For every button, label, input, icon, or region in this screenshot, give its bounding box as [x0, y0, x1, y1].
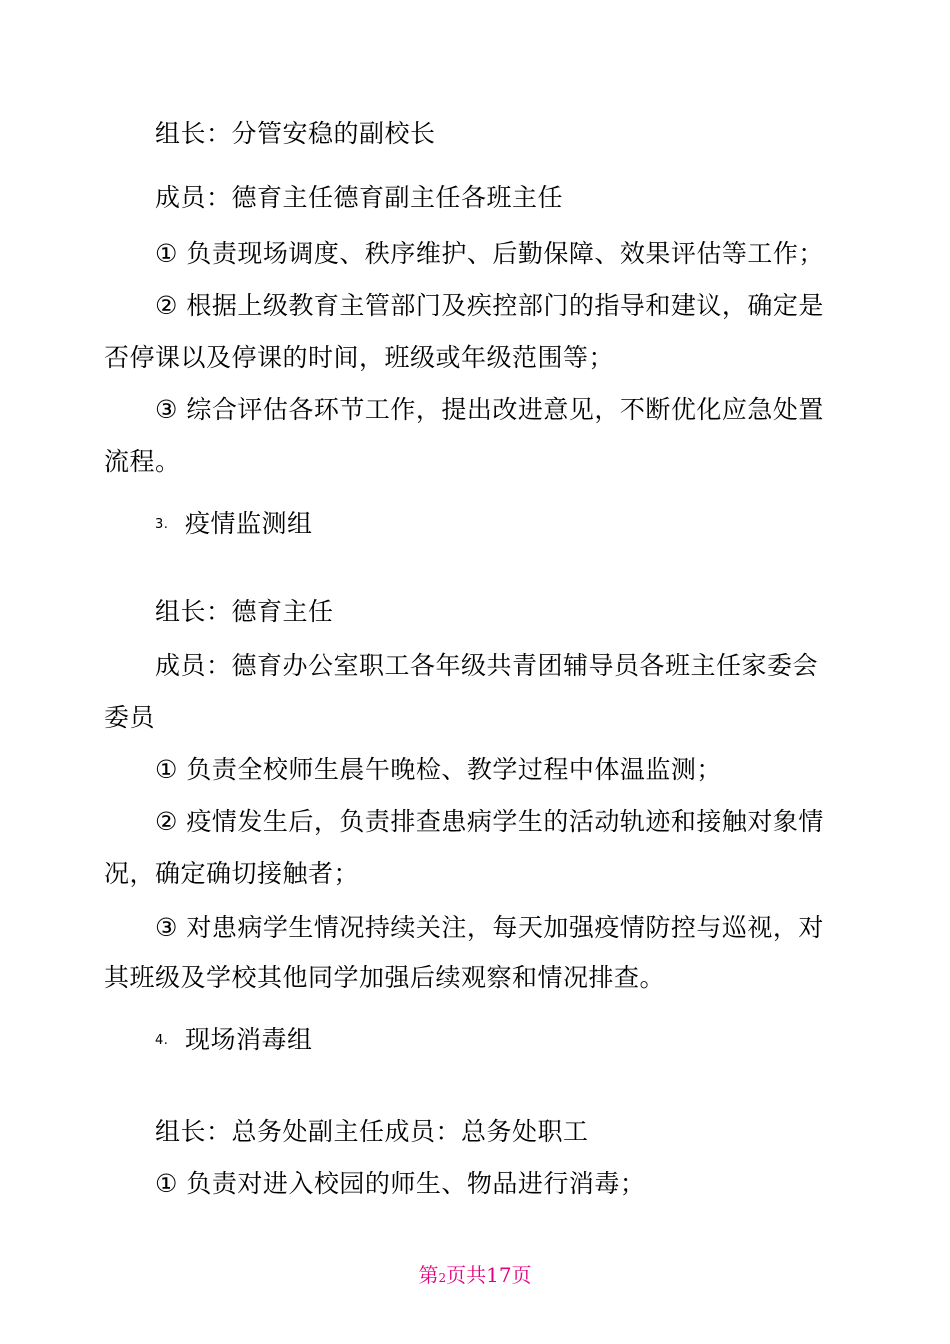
paragraph-line: 成员：德育办公室职工各年级共青团辅导员各班主任家委会	[155, 651, 819, 680]
paragraph-line: 组长：分管安稳的副校长	[155, 119, 436, 148]
paragraph-line: ③ 对患病学生情况持续关注，每天加强疫情防控与巡视，对	[155, 913, 824, 942]
section-number: 4.	[155, 1033, 169, 1048]
paragraph-line: ② 疫情发生后，负责排查患病学生的活动轨迹和接触对象情	[155, 807, 824, 836]
paragraph-line: ① 负责全校师生晨午晚检、教学过程中体温监测；	[155, 755, 722, 784]
paragraph-line: 况，确定确切接触者；	[104, 859, 360, 888]
section-title: 疫情监测组	[185, 509, 313, 538]
section-heading	[155, 1024, 313, 1057]
paragraph-line: 委员	[104, 703, 156, 732]
section-number: 3.	[155, 517, 169, 532]
paragraph-line: 组长：德育主任	[155, 597, 334, 626]
paragraph-line: 成员：德育主任德育副主任各班主任	[155, 183, 564, 212]
footer-prefix: 第	[418, 1263, 439, 1287]
section-heading	[155, 508, 313, 541]
paragraph-line: ② 根据上级教育主管部门及疾控部门的指导和建议，确定是	[155, 291, 824, 320]
page-footer	[0, 1262, 950, 1291]
footer-suffix: 页	[511, 1263, 532, 1287]
footer-middle: 页共	[446, 1263, 487, 1287]
paragraph-line: 否停课以及停课的时间，班级或年级范围等；	[104, 343, 615, 372]
paragraph-line: ③ 综合评估各环节工作，提出改进意见，不断优化应急处置	[155, 395, 824, 424]
paragraph-line: ① 负责对进入校园的师生、物品进行消毒；	[155, 1169, 646, 1198]
footer-total-pages: 17	[486, 1263, 512, 1287]
paragraph-line: ① 负责现场调度、秩序维护、后勤保障、效果评估等工作；	[155, 239, 824, 268]
paragraph-line: 流程。	[104, 447, 181, 476]
section-title: 现场消毒组	[185, 1025, 313, 1054]
paragraph-line: 组长：总务处副主任成员：总务处职工	[155, 1117, 589, 1146]
paragraph-line: 其班级及学校其他同学加强后续观察和情况排查。	[104, 963, 666, 992]
footer-page-number: 2	[438, 1271, 447, 1285]
